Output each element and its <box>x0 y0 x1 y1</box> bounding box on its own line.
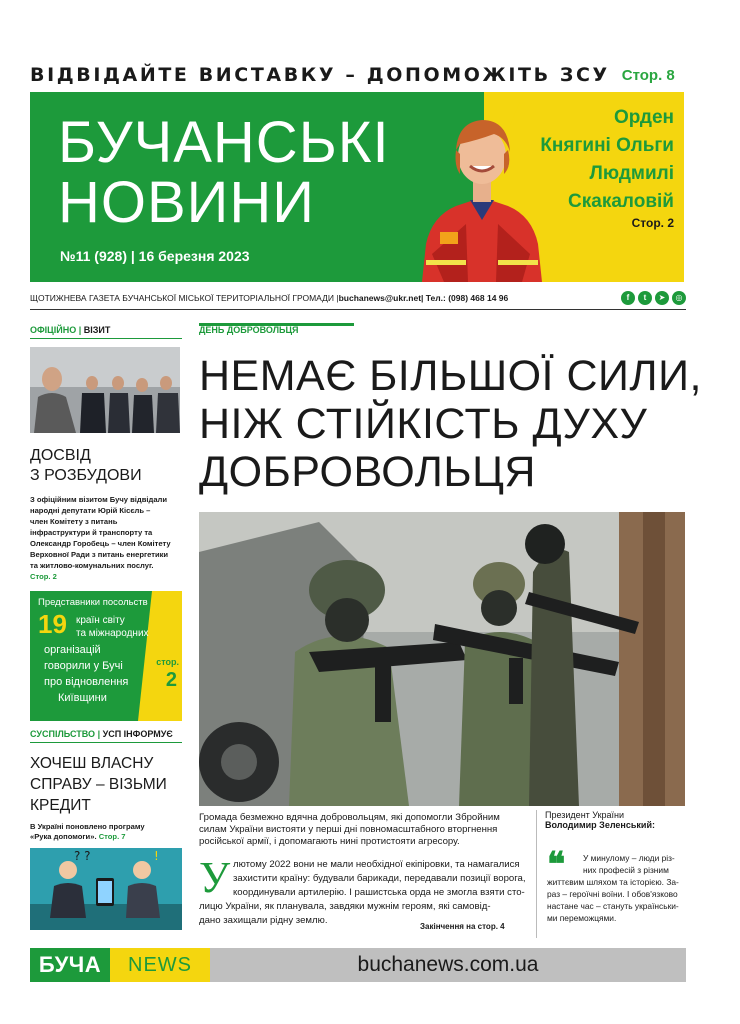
newspaper-title-line2: НОВИНИ <box>58 170 315 235</box>
embassy-line3: організацій <box>44 644 101 656</box>
quote-box <box>536 810 686 938</box>
promo-text: ВІДВІДАЙТЕ ВИСТАВКУ – ДОПОМОЖІТЬ ЗСУ <box>30 64 610 86</box>
embassy-line6: Київщини <box>58 692 107 704</box>
contact-email[interactable]: buchanews@ukr.net <box>338 293 422 303</box>
contact-phone: | Тел.: (098) 468 14 96 <box>421 293 509 303</box>
visit-story <box>30 325 182 581</box>
main-photo-soldiers <box>199 512 685 806</box>
visit-summary: З офіційним візитом Бучу відвідали народні депутати Юрій Кісєль – член Комітету з питань інфраструктури й транспорту та Олександр Горобець – член Комітету Верховної Ради з питань енергетики та житлово-комунальних послуг. <box>30 495 171 570</box>
main-rubric: ДЕНЬ ДОБРОВОЛЬЦЯ <box>199 325 299 335</box>
quote-text: У минулому – люди різ- них професій з різним життєвим шляхом та історією. За- раз – героїчні воїни. І обов'язково настане час – стануть українськи- ми переможцями. <box>547 853 679 923</box>
embassy-top-text: Представники посольств <box>38 597 148 608</box>
lead-page-ref[interactable]: Стор. 2 <box>631 216 674 230</box>
newspaper-title-line1: БУЧАНСЬКІ <box>58 110 390 175</box>
credit-page-ref[interactable]: Стор. 7 <box>98 832 126 841</box>
embassy-count: 19 <box>38 609 67 639</box>
credit-story <box>30 729 182 935</box>
credit-headline[interactable]: ХОЧЕШ ВЛАСНУ СПРАВУ – ВІЗЬМИ КРЕДИТ <box>30 755 167 814</box>
svg-text:? ?: ? ? <box>74 849 91 863</box>
embassy-teaser-box[interactable] <box>30 591 182 721</box>
lead-story-headline[interactable]: Орден Княгині Ольги Людмилі Скакаловій <box>540 107 674 212</box>
footer-brand-bucha: БУЧА <box>30 948 110 982</box>
footer-brand-news: NEWS <box>110 948 210 982</box>
visit-rubric-rule <box>30 338 182 339</box>
embassy-line2: та міжнародних <box>76 628 149 639</box>
main-headline[interactable]: НЕМАЄ БІЛЬШОЇ СИЛИ, НІЖ СТІЙКІСТЬ ДУХУ ДОБРОВОЛЬЦЯ <box>199 352 702 496</box>
instagram-icon[interactable]: ◎ <box>672 291 686 305</box>
main-dropcap: У <box>199 853 231 902</box>
embassy-box-yellow-panel <box>152 591 182 721</box>
continued-link[interactable]: Закінчення на стор. 4 <box>420 922 505 931</box>
visit-headline[interactable]: ДОСВІД З РОЗБУДОВИ <box>30 447 142 484</box>
masthead <box>30 92 684 282</box>
social-links <box>621 291 686 305</box>
tagline-bar <box>30 290 686 306</box>
header-divider <box>30 309 686 310</box>
visit-rubric: ОФІЦІЙНО | ВІЗИТ <box>30 325 111 335</box>
quote-mark-icon: ❝ <box>547 845 566 885</box>
visit-page-ref[interactable]: Стор. 2 <box>30 572 57 581</box>
telegram-icon[interactable]: ➤ <box>655 291 669 305</box>
embassy-stor-label: стор. <box>156 657 179 667</box>
footer-website-link[interactable]: buchanews.com.ua <box>357 953 539 976</box>
credit-rubric-rule <box>30 742 182 743</box>
promo-page-ref[interactable]: Стор. 8 <box>621 66 675 84</box>
quote-author-role: Президент України <box>545 810 625 820</box>
credit-summary: В Україні поновлено програму «Рука допомоги». Стор. 7 <box>30 822 145 841</box>
footer-bar <box>30 948 686 982</box>
embassy-line4: говорили у Бучі <box>44 660 123 672</box>
facebook-icon[interactable]: f <box>621 291 635 305</box>
svg-text:!: ! <box>154 849 159 863</box>
embassy-page-number: 2 <box>165 669 177 691</box>
portrait-photo <box>422 104 542 282</box>
main-photo-caption: Громада безмежно вдячна добровольцям, які допомогли Збройним силам України вистояти у перші дні повномасштабного вторгнення російської армії, і допомагають нині протистояти агресору. <box>199 812 500 847</box>
credit-illustration <box>30 848 182 930</box>
issue-info: №11 (928) | 16 березня 2023 <box>60 248 250 264</box>
embassy-line5: про відновлення <box>44 676 129 688</box>
credit-rubric: СУСПІЛЬСТВО | УСП ІНФОРМУЄ <box>30 729 173 739</box>
tagline-text: ЩОТИЖНЕВА ГАЗЕТА БУЧАНСЬКОЇ МІСЬКОЇ ТЕРИТОРІАЛЬНОЇ ГРОМАДИ | <box>30 293 339 303</box>
main-body-text: лютому 2022 вони не мали необхідної екіпіровки, та намагалися захистити країну: будували барикади, передавали позиції ворога, координували артилерію. І рашистська орда не змогла взяти сто- лицю України, як планувала, завдяки мужнім героям, які самовід- дано захищали рідну землю. <box>199 859 526 926</box>
visit-photo <box>30 347 180 433</box>
promo-banner <box>30 62 690 88</box>
embassy-line1: країн світу <box>76 615 125 626</box>
embassy-box-wedge <box>138 591 152 721</box>
twitter-icon[interactable]: t <box>638 291 652 305</box>
quote-author-name: Володимир Зеленський: <box>545 820 655 830</box>
